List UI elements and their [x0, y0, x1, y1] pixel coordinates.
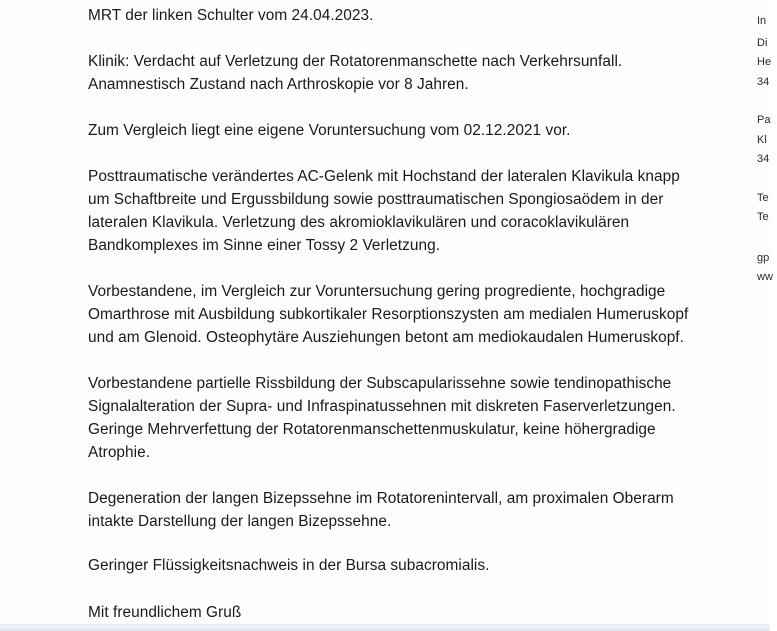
paragraph-line: intakte Darstellung der langen Bizepssehne. — [88, 513, 392, 530]
paragraph-vergleich — [88, 119, 570, 142]
sidebar-fragment: 34 — [757, 76, 770, 88]
sidebar-fragment: Te — [757, 211, 769, 223]
report-title: MRT der linken Schulter vom 24.04.2023. — [88, 7, 374, 24]
sidebar-fragment: In — [757, 15, 767, 27]
paragraph-bizepssehne — [88, 487, 674, 533]
sidebar-fragment: ww — [757, 271, 773, 283]
paragraph-line: Vorbestandene, im Vergleich zur Voruntersuchung gering progrediente, hochgradige — [88, 283, 666, 300]
paragraph-line: Signalalteration der Supra- und Infraspinatussehnen mit diskreten Faserverletzungen. — [88, 398, 676, 415]
scan-bottom-edge — [0, 625, 770, 631]
paragraph-line: Klinik: Verdacht auf Verletzung der Rotatorenmanschette nach Verkehrsunfall. — [88, 53, 623, 70]
paragraph-line: Degeneration der langen Bizepssehne im Rotatorenintervall, am proximalen Oberarm — [88, 490, 674, 507]
sidebar-fragment: Di — [757, 37, 768, 49]
sidebar-fragment: He — [757, 56, 772, 68]
sidebar-fragment: Kl — [757, 134, 767, 146]
paragraph-line: lateralen Klavikula. Verletzung des akromioklavikulären und coracoklavikulären — [88, 214, 630, 231]
closing-greeting: Mit freundlichem Gruß — [88, 604, 242, 621]
paragraph-line: Omarthrose mit Ausbildung subkortikaler Resorptionszysten am medialen Humeruskopf — [88, 306, 689, 323]
paragraph-line: Atrophie. — [88, 444, 151, 461]
paragraph-line: Vorbestandene partielle Rissbildung der Subscapularissehne sowie tendinopathische — [88, 375, 672, 392]
paragraph-line: Bandkomplexes im Sinne einer Tossy 2 Verletzung. — [88, 237, 441, 254]
sidebar-fragment: Pa — [757, 114, 771, 126]
paragraph-line: Zum Vergleich liegt eine eigene Voruntersuchung vom 02.12.2021 vor. — [88, 122, 571, 139]
sidebar-fragment: gp — [757, 252, 770, 264]
paragraph-line: Geringer Flüssigkeitsnachweis in der Bursa subacromialis. — [88, 557, 490, 574]
paragraph-line: Posttraumatische verändertes AC-Gelenk mit Hochstand der lateralen Klavikula knapp — [88, 168, 680, 185]
sidebar-fragment: Te — [757, 192, 769, 204]
paragraph-subscapularis — [88, 372, 676, 464]
paragraph-line: Geringe Mehrverfettung der Rotatorenmanschettenmuskulatur, keine höhergradige — [88, 421, 656, 438]
letterhead-sidebar — [757, 0, 777, 631]
paragraph-line: Anamnestisch Zustand nach Arthroskopie vor 8 Jahren. — [88, 76, 469, 93]
paragraph-ac-gelenk — [88, 165, 680, 257]
paragraph-line: und am Glenoid. Osteophytäre Ausziehungen betont am mediokaudalen Humeruskopf. — [88, 329, 684, 346]
paragraph-omarthrose — [88, 280, 688, 349]
paragraph-klinik — [88, 50, 622, 96]
sidebar-fragment: 34 — [757, 153, 770, 165]
paragraph-bursa — [88, 554, 489, 577]
paragraph-line: um Schaftbreite und Ergussbildung sowie posttraumatischen Spongiosaödem in der — [88, 191, 664, 208]
